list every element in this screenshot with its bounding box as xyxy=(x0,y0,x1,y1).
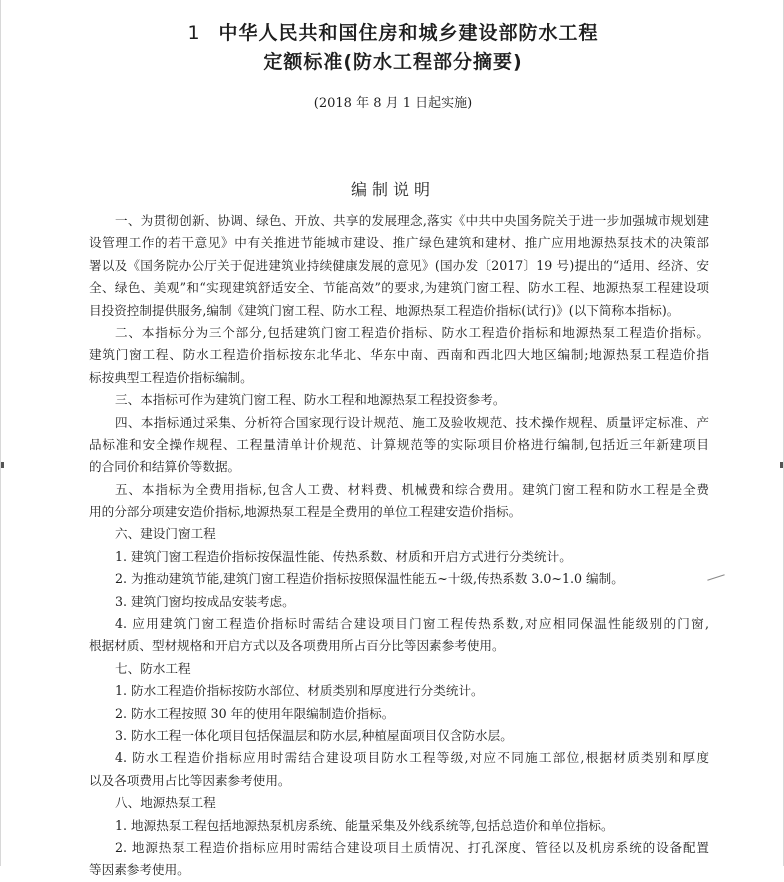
text-line: 用的分部分项建安造价指标,地源热泵工程是全费用的单位工程建安造价指标。 xyxy=(89,504,522,520)
text-line: 建筑门窗工程、防水工程造价指标按东北华北、华东中南、西南和西北四大地区编制;地源热泵工程造价指 xyxy=(89,347,709,363)
text-line: 设管理工作的若干意见》中有关推进节能城市建设、推广绿色建筑和建材、推广应用地源热泵技术的决策部 xyxy=(89,235,709,251)
text-line: 七、防水工程 xyxy=(115,660,191,676)
text-line: 2. 地源热泵工程造价指标应用时需结合建设项目土质情况、打孔深度、管径以及机房系统的设备配置 xyxy=(115,839,709,855)
text-line: 的合同价和结算价等数据。 xyxy=(89,459,241,475)
text-line: 以及各项费用占比等因素参考使用。 xyxy=(89,772,291,788)
document-title-line1 xyxy=(1,18,784,45)
margin-mark-right xyxy=(780,462,783,468)
effective-date: (2018 年 8 月 1 日起实施) xyxy=(313,96,473,111)
text-line: 全、绿色、美观”和“实现建筑舒适安全、节能高效”的要求,为建筑门窗工程、防水工程、地源热泵工程建设项 xyxy=(89,280,709,296)
text-line: 1. 建筑门窗工程造价指标按保温性能、传热系数、材质和开启方式进行分类统计。 xyxy=(115,548,572,564)
text-line: 4. 应用建筑门窗工程造价指标时需结合建设项目门窗工程传热系数,对应相同保温性能级别的门窗, xyxy=(115,616,709,632)
text-line: 1. 防水工程造价指标按防水部位、材质类别和厚度进行分类统计。 xyxy=(115,683,484,699)
chapter-number: 1 xyxy=(187,22,201,44)
text-line: 标按典型工程造价指标编制。 xyxy=(89,369,253,385)
text-line: 1. 地源热泵工程包括地源热泵机房系统、能量采集及外线系统等,包括总造价和单位指标。 xyxy=(115,817,614,833)
text-line: 目投资控制提供服务,编制《建筑门窗工程、防水工程、地源热泵工程造价指标(试行)》(以下简称本指标)。 xyxy=(89,302,680,318)
text-line: 四、本指标通过采集、分析符合国家现行设计规范、施工及验收规范、技术操作规程、质量评定标准、产 xyxy=(115,414,709,430)
text-line: 品标准和安全操作规程、工程量清单计价规范、计算规范等的实际项目价格进行编制,包括近三年新建项目 xyxy=(89,436,709,452)
text-line: 2. 防水工程按照 30 年的使用年限编制造价指标。 xyxy=(115,705,395,721)
body-text xyxy=(89,210,709,882)
scan-mark xyxy=(707,574,724,581)
text-line: 六、建设门窗工程 xyxy=(115,526,216,542)
text-line: 一、为贯彻创新、协调、绿色、开放、共享的发展理念,落实《中共中央国务院关于进一步加强城市规划建 xyxy=(115,213,709,228)
section-heading: 编制说明 xyxy=(350,180,435,199)
title-text-line1: 中华人民共和国住房和城乡建设部防水工程 xyxy=(218,22,599,44)
text-line: 根据材质、型材规格和开启方式以及各项费用所占百分比等因素参考使用。 xyxy=(89,638,505,654)
document-title-line2: 定额标准(防水工程部分摘要) xyxy=(263,51,523,73)
text-line: 2. 为推动建筑节能,建筑门窗工程造价指标按照保温性能五~十级,传热系数 3.0~1.0 编制。 xyxy=(115,571,624,587)
text-line: 五、本指标为全费用指标,包含人工费、材料费、机械费和综合费用。建筑门窗工程和防水工程是全费 xyxy=(115,481,709,497)
text-line: 4. 防水工程造价指标应用时需结合建设项目防水工程等级,对应不同施工部位,根据材质类别和厚度 xyxy=(115,750,709,766)
text-line: 八、地源热泵工程 xyxy=(115,795,216,811)
text-line: 3. 防水工程一体化项目包括保温层和防水层,种植屋面项目仅含防水层。 xyxy=(115,727,513,743)
margin-mark-left xyxy=(1,462,4,468)
text-line: 二、本指标分为三个部分,包括建筑门窗工程造价指标、防水工程造价指标和地源热泵工程造价指标。 xyxy=(115,324,709,340)
text-line: 等因素参考使用。 xyxy=(89,862,190,878)
text-line: 三、本指标可作为建筑门窗工程、防水工程和地源热泵工程投资参考。 xyxy=(115,392,506,408)
text-line: 3. 建筑门窗均按成品安装考虑。 xyxy=(115,593,295,609)
text-line: 署以及《国务院办公厅关于促进建筑业持续健康发展的意见》(国办发〔2017〕19 号)提出的“适用、经济、安 xyxy=(89,257,709,273)
